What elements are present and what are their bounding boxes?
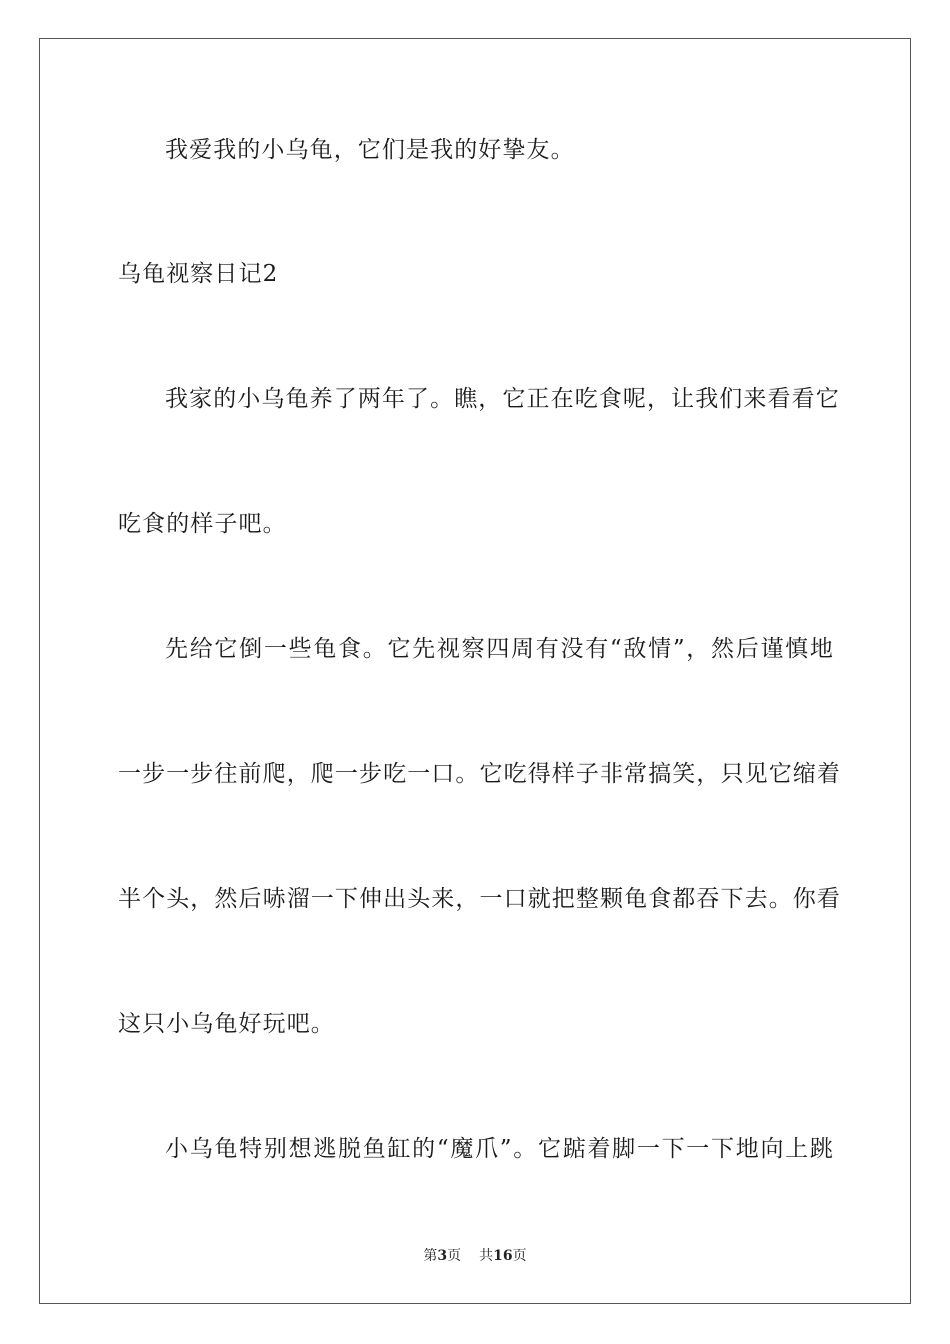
page-footer [0, 1247, 950, 1265]
page-frame [39, 38, 911, 1304]
paragraph-line: 先给它倒一些龟食。它先视察四周有没有“敌情”，然后谨慎地 [165, 636, 834, 662]
footer-total-prefix: 共 [479, 1248, 494, 1264]
paragraph-line: 我家的小乌龟养了两年了。瞧，它正在吃食呢，让我们来看看它 [165, 386, 840, 412]
paragraph-line: 半个头，然后哧溜一下伸出头来，一口就把整颗龟食都吞下去。你看 [118, 886, 841, 912]
paragraph-line: 这只小乌龟好玩吧。 [118, 1011, 335, 1037]
footer-page-number: 3 [437, 1248, 448, 1264]
paragraph-line: 小乌龟特别想逃脱鱼缸的“魔爪”。它踮着脚一下一下地向上跳 [165, 1136, 834, 1162]
section-heading: 乌龟视察日记2 [118, 261, 279, 287]
footer-total-pages: 16 [493, 1248, 513, 1264]
footer-total-suffix: 页 [512, 1248, 527, 1264]
footer-page-suffix: 页 [447, 1248, 462, 1264]
paragraph-line: 我爱我的小乌龟，它们是我的好挚友。 [165, 137, 575, 163]
paragraph-line: 吃食的样子吧。 [118, 511, 287, 537]
paragraph-line: 一步一步往前爬，爬一步吃一口。它吃得样子非常搞笑，只见它缩着 [118, 761, 841, 787]
footer-page-prefix: 第 [423, 1248, 438, 1264]
